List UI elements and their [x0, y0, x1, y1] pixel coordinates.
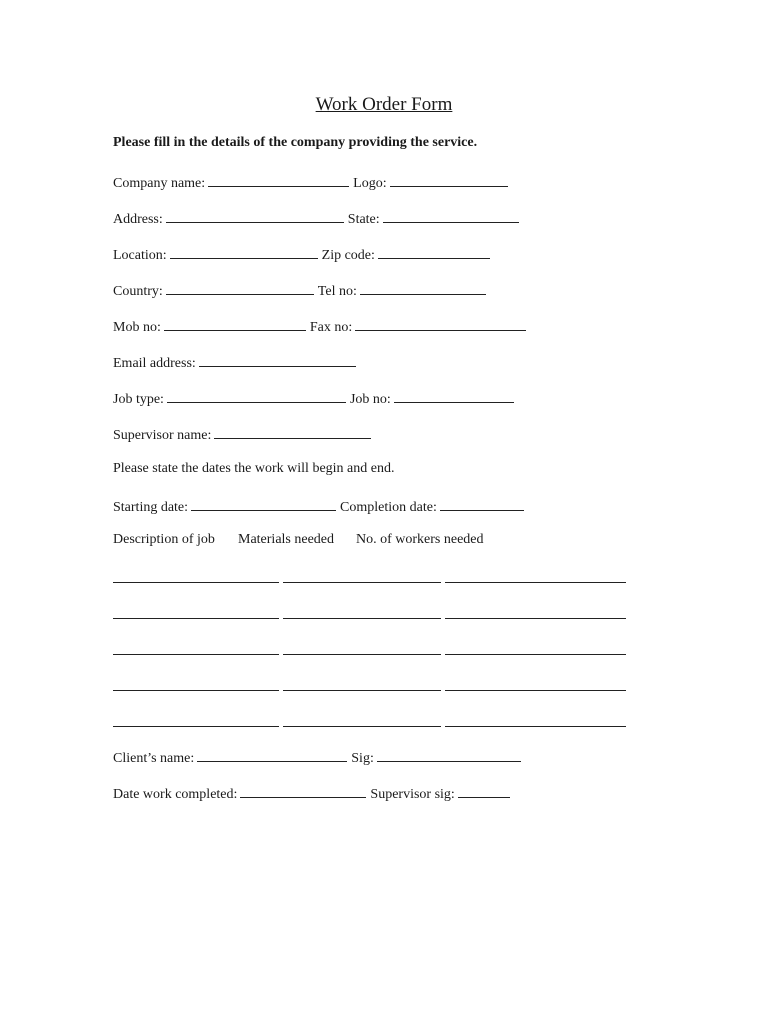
- location-field[interactable]: [170, 244, 318, 259]
- materials-cell-line[interactable]: [283, 726, 441, 727]
- sig-label: Sig:: [351, 751, 374, 766]
- row-completed-supervisor-sig: [113, 783, 514, 801]
- zip-code-label: Zip code:: [321, 248, 375, 263]
- completion-date-label: Completion date:: [340, 500, 437, 515]
- header-materials: Materials needed: [238, 532, 335, 547]
- address-label: Address:: [113, 212, 163, 227]
- row-country-tel: [113, 280, 490, 298]
- row-supervisor-name: [113, 424, 375, 442]
- fax-no-field[interactable]: [355, 316, 526, 331]
- job-type-label: Job type:: [113, 392, 164, 407]
- table-headers: [113, 531, 484, 549]
- row-mob-fax: [113, 316, 530, 334]
- table-row: [113, 582, 629, 583]
- row-client-sig: [113, 747, 525, 765]
- company-name-label: Company name:: [113, 176, 206, 191]
- completion-date-field[interactable]: [440, 496, 524, 511]
- materials-cell-line[interactable]: [283, 618, 441, 619]
- table-row: [113, 726, 629, 727]
- country-label: Country:: [113, 284, 163, 299]
- company-name-field[interactable]: [208, 172, 349, 187]
- email-field[interactable]: [199, 352, 356, 367]
- email-label: Email address:: [113, 356, 196, 371]
- job-no-label: Job no:: [349, 392, 391, 407]
- zip-code-field[interactable]: [378, 244, 490, 259]
- table-row: [113, 654, 629, 655]
- supervisor-sig-label: Supervisor sig:: [370, 787, 455, 802]
- state-label: State:: [347, 212, 380, 227]
- logo-field[interactable]: [390, 172, 508, 187]
- job-no-field[interactable]: [394, 388, 514, 403]
- description-cell-line[interactable]: [113, 654, 279, 655]
- workers-cell-line[interactable]: [445, 726, 626, 727]
- description-cell-line[interactable]: [113, 582, 279, 583]
- supervisor-name-field[interactable]: [214, 424, 371, 439]
- workers-cell-line[interactable]: [445, 582, 626, 583]
- date-work-completed-field[interactable]: [240, 783, 366, 798]
- starting-date-label: Starting date:: [113, 500, 189, 515]
- description-cell-line[interactable]: [113, 618, 279, 619]
- job-type-field[interactable]: [167, 388, 346, 403]
- state-field[interactable]: [383, 208, 519, 223]
- supervisor-sig-field[interactable]: [458, 783, 510, 798]
- location-label: Location:: [113, 248, 167, 263]
- intro-text: Please fill in the details of the company providing the service.: [113, 135, 478, 150]
- table-row: [113, 618, 629, 619]
- tel-no-field[interactable]: [360, 280, 486, 295]
- description-cell-line[interactable]: [113, 690, 279, 691]
- mob-no-label: Mob no:: [113, 320, 161, 335]
- workers-cell-line[interactable]: [445, 654, 626, 655]
- starting-date-field[interactable]: [191, 496, 336, 511]
- sig-field[interactable]: [377, 747, 521, 762]
- table-row: [113, 690, 629, 691]
- description-cell-line[interactable]: [113, 726, 279, 727]
- supervisor-name-label: Supervisor name:: [113, 428, 212, 443]
- fax-no-label: Fax no:: [309, 320, 353, 335]
- materials-cell-line[interactable]: [283, 690, 441, 691]
- row-company-logo: [113, 172, 512, 190]
- header-description: Description of job: [113, 532, 215, 547]
- country-field[interactable]: [166, 280, 314, 295]
- workers-cell-line[interactable]: [445, 618, 626, 619]
- header-workers: No. of workers needed: [356, 532, 484, 547]
- materials-cell-line[interactable]: [283, 582, 441, 583]
- mob-no-field[interactable]: [164, 316, 306, 331]
- tel-no-label: Tel no:: [317, 284, 357, 299]
- materials-cell-line[interactable]: [283, 654, 441, 655]
- date-work-completed-label: Date work completed:: [113, 787, 238, 802]
- dates-instruction: Please state the dates the work will begin and end.: [113, 461, 395, 476]
- client-name-field[interactable]: [197, 747, 347, 762]
- client-name-label: Client’s name:: [113, 751, 195, 766]
- row-dates: [113, 496, 528, 514]
- form-title: Work Order Form: [315, 94, 453, 115]
- workers-cell-line[interactable]: [445, 690, 626, 691]
- logo-label: Logo:: [353, 176, 387, 191]
- row-email: [113, 352, 360, 370]
- address-field[interactable]: [166, 208, 344, 223]
- row-location-zip: [113, 244, 494, 262]
- row-address-state: [113, 208, 523, 226]
- row-job-type-no: [113, 388, 518, 406]
